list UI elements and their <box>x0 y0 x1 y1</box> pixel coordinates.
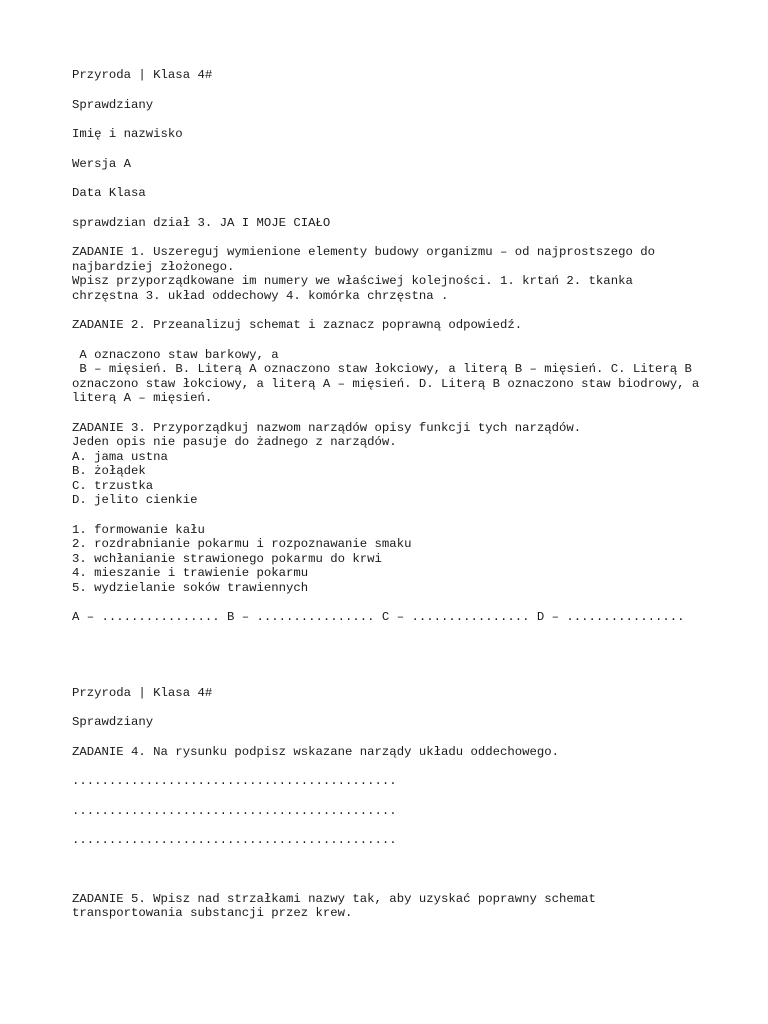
section-title: Sprawdziany <box>72 97 154 112</box>
function-item: 5. wydzielanie soków trawiennych <box>72 580 309 595</box>
organ-item: C. trzustka <box>72 478 154 493</box>
page-header-2: Przyroda | Klasa 4# <box>72 685 213 700</box>
task-2-options: B – mięsień. B. Literą A oznaczono staw łokciowy, a literą B – mięsień. C. Literą B oznaczono staw łokciowy, a literą A – mięsień. D. Literą B oznaczono staw biodrowy, a literą A – mięsień. <box>72 362 707 405</box>
task-4-prompt: ZADANIE 4. Na rysunku podpisz wskazane narządy układu oddechowego. <box>72 744 560 759</box>
task-2-option-a: A oznaczono staw barkowy, a <box>72 347 279 362</box>
answer-blank-2: ............................................ <box>72 803 397 818</box>
answer-blank-3: ............................................ <box>72 833 397 847</box>
task-3-answer-line: A – ................ B – ................ C – ................ D – ................ <box>72 610 685 624</box>
date-class-label: Data Klasa <box>72 186 146 200</box>
task-3 <box>72 421 702 508</box>
function-item: 4. mieszanie i trawienie pokarmu <box>72 566 309 580</box>
function-item: 2. rozdrabnianie pokarmu i rozpoznawanie smaku <box>72 537 412 551</box>
version-label: Wersja A <box>72 156 132 171</box>
task-2-prompt: ZADANIE 2. Przeanalizuj schemat i zaznacz poprawną odpowiedź. <box>72 318 523 332</box>
test-title: sprawdzian dział 3. JA I MOJE CIAŁO <box>72 215 331 230</box>
task-5-prompt: ZADANIE 5. Wpisz nad strzałkami nazwy tak, aby uzyskać poprawny schemat transportowania substancji przez krew. <box>72 891 604 920</box>
task-3-note: Jeden opis nie pasuje do żadnego z narządów. <box>72 435 397 449</box>
document-page <box>72 68 707 936</box>
task-1 <box>72 245 702 303</box>
organ-item: B. żołądek <box>72 464 146 478</box>
task-2-answers <box>72 347 707 406</box>
task-1-prompt: ZADANIE 1. Uszereguj wymienione elementy budowy organizmu – od najprostszego do najbardziej złożonego. <box>72 245 663 274</box>
page-break <box>72 640 702 686</box>
organ-item: D. jelito cienkie <box>72 493 198 507</box>
task-1-instruction: Wpisz przyporządkowane im numery we właściwej kolejności. 1. krtań 2. tkanka chrzęstna 3. układ oddechowy 4. komórka chrzęstna . <box>72 274 641 303</box>
function-item: 1. formowanie kału <box>72 522 205 537</box>
page-header: Przyroda | Klasa 4# <box>72 68 213 82</box>
spacer <box>72 863 702 892</box>
section-title-2: Sprawdziany <box>72 715 154 729</box>
answer-blank-1: ............................................ <box>72 774 397 788</box>
name-label: Imię i nazwisko <box>72 127 183 141</box>
task-3-prompt: ZADANIE 3. Przyporządkuj nazwom narządów opisy funkcji tych narządów. <box>72 420 582 435</box>
function-item: 3. wchłanianie strawionego pokarmu do krwi <box>72 551 382 566</box>
organ-item: A. jama ustna <box>72 449 168 464</box>
task-3-functions <box>72 523 702 596</box>
